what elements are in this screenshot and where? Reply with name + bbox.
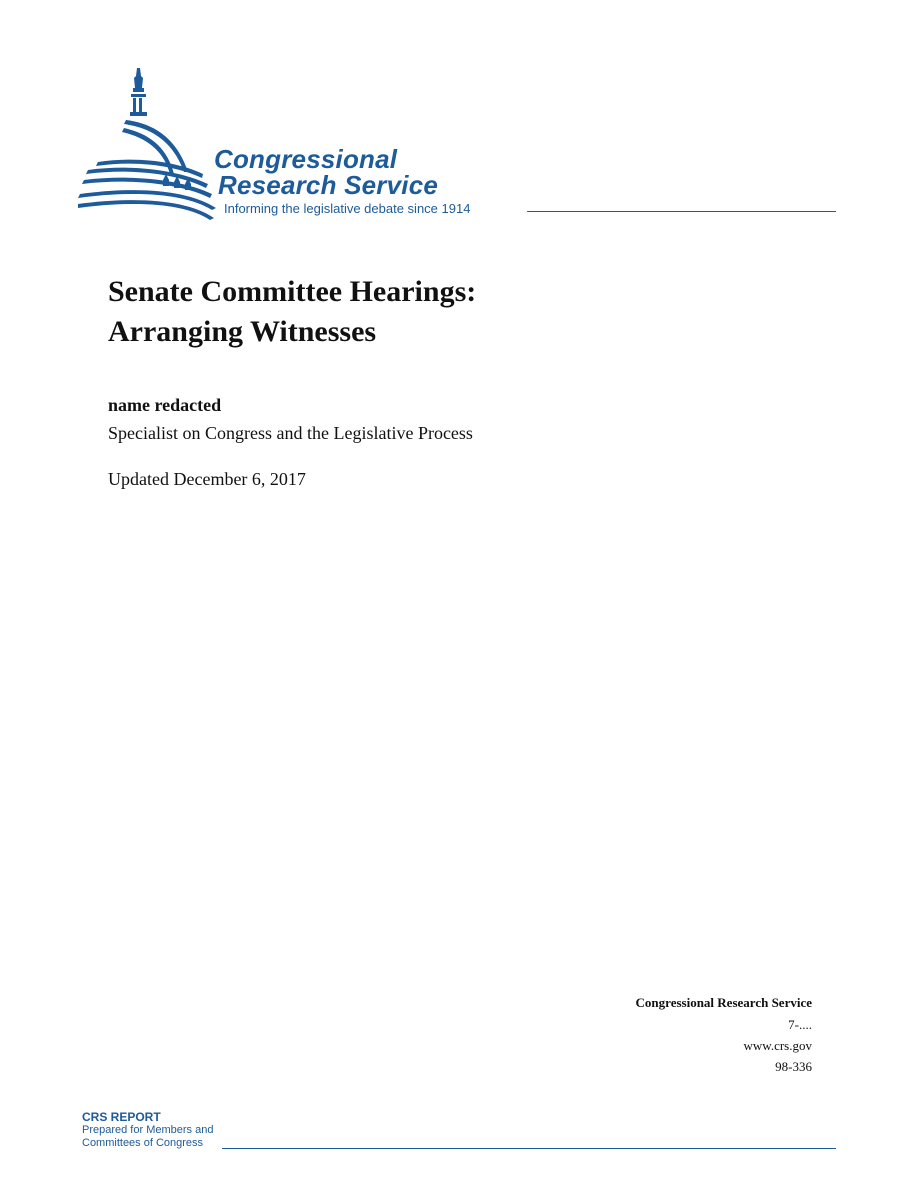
publisher-org: Congressional Research Service — [635, 995, 812, 1010]
logo-wordmark-line1: Congressional — [214, 144, 398, 174]
footer-line1: Prepared for Members and — [82, 1124, 214, 1136]
logo-wordmark-line2: Research Service — [218, 170, 439, 200]
publisher-phone: 7-.... — [788, 1017, 812, 1032]
logo-tagline: Informing the legislative debate since 1914 — [224, 201, 471, 216]
updated-date: Updated December 6, 2017 — [108, 469, 306, 489]
footer-line2: Committees of Congress — [82, 1137, 204, 1149]
footer-block — [82, 1111, 213, 1150]
tagline-divider — [527, 211, 836, 212]
report-title-line1: Senate Committee Hearings: — [108, 275, 477, 308]
report-title — [108, 272, 476, 352]
publisher-block — [636, 992, 812, 1077]
footer-label: CRS REPORT — [82, 1110, 161, 1124]
footer-divider — [222, 1148, 836, 1149]
report-number: 98-336 — [775, 1059, 812, 1074]
author-name: name redacted — [108, 395, 222, 415]
publisher-website[interactable]: www.crs.gov — [743, 1038, 812, 1053]
capitol-dome-logo-icon — [78, 62, 228, 222]
report-title-line2: Arranging Witnesses — [108, 315, 377, 348]
author-role: Specialist on Congress and the Legislative Process — [108, 423, 473, 443]
